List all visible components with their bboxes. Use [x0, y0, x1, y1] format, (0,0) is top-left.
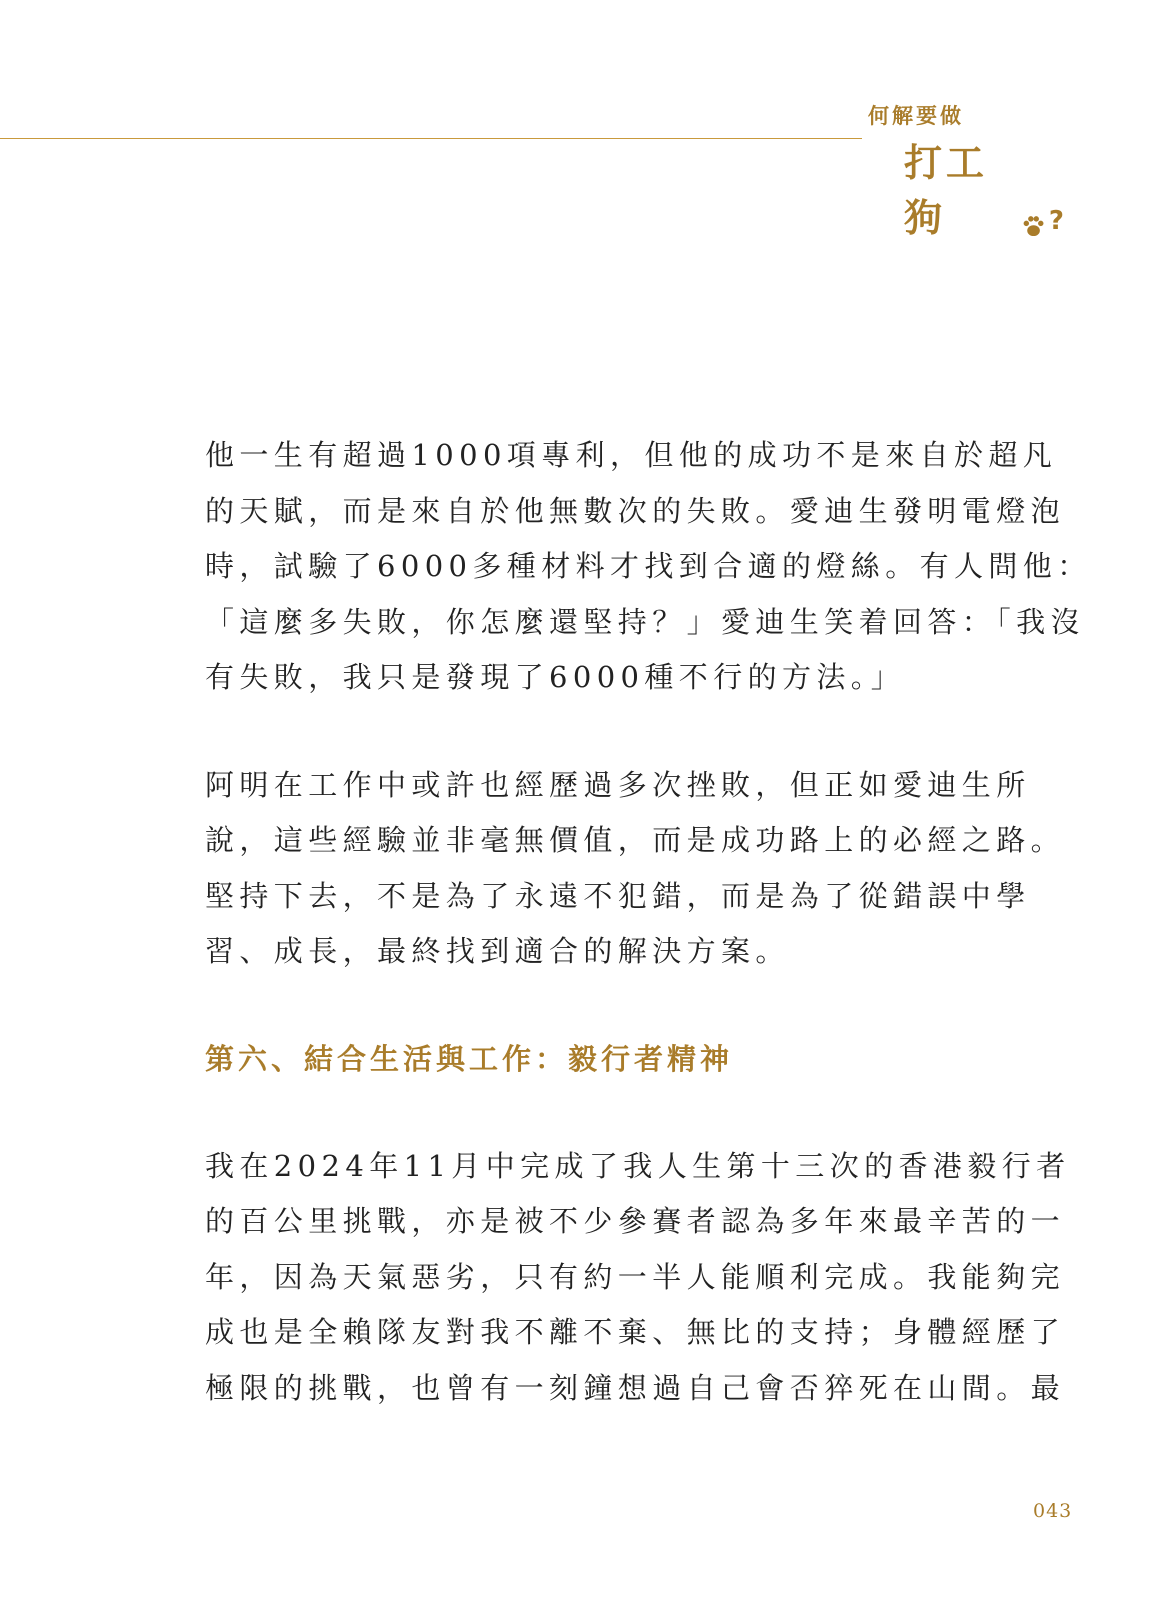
paragraph-ah-ming [205, 758, 1066, 980]
header-title-big [904, 132, 1068, 242]
paragraph-trailwalker [205, 1139, 1071, 1417]
text-line: 年，因為天氣惡劣，只有約一半人能順利完成。我能夠完 [205, 1259, 1066, 1294]
section-heading: 第六、結合生活與工作：毅行者精神 [205, 1041, 734, 1076]
paw-icon [1020, 212, 1047, 242]
header-question-mark: ? [1048, 206, 1068, 236]
text-line: 有失敗，我只是發現了6000種不行的方法。」 [205, 660, 906, 694]
text-line: 阿明在工作中或許也經歷過多次挫敗，但正如愛迪生所 [205, 767, 1031, 802]
text-line: 的百公里挑戰，亦是被不少參賽者認為多年來最辛苦的一 [205, 1204, 1066, 1238]
paragraph-edison [205, 428, 1092, 706]
header-rule [0, 138, 862, 139]
text-line: 時，試驗了6000多種材料才找到合適的燈絲。有人問他： [205, 549, 1092, 583]
text-line: 我在2024年11月中完成了我人生第十三次的香港毅行者 [205, 1148, 1071, 1183]
text-line: 堅持下去，不是為了永遠不犯錯，而是為了從錯誤中學 [205, 878, 1031, 913]
page-number: 043 [1033, 1500, 1073, 1522]
header-title-small: 何解要做 [868, 104, 964, 128]
text-line: 說，這些經驗並非毫無價值，而是成功路上的必經之路。 [205, 823, 1066, 857]
text-line: 「這麼多失敗，你怎麼還堅持？」愛迪生笑着回答：「我沒 [205, 604, 1085, 639]
text-line: 他一生有超過1000項專利，但他的成功不是來自於超凡 [205, 438, 1058, 472]
running-header [868, 100, 1068, 242]
text-line: 習、成長，最終找到適合的解決方案。 [205, 934, 790, 968]
header-title-main: 打工狗 [904, 141, 989, 240]
text-line: 極限的挑戰，也曾有一刻鐘想過自己會否猝死在山間。最 [205, 1370, 1066, 1405]
text-line: 的天賦，而是來自於他無數次的失敗。愛迪生發明電燈泡 [205, 493, 1066, 528]
page-content [205, 428, 1092, 1416]
text-line: 成也是全賴隊友對我不離不棄、無比的支持；身體經歷了 [205, 1315, 1066, 1349]
